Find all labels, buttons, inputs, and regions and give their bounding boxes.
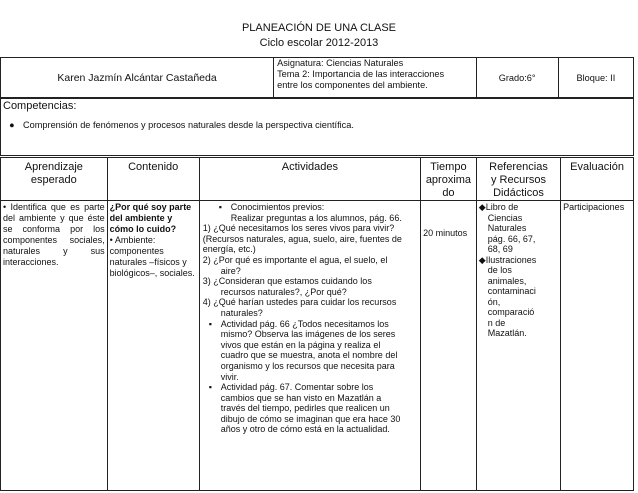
block-cell: Bloque: II — [558, 58, 633, 98]
activity-line: (Recursos naturales, agua, suelo, aire, fuentes de — [202, 233, 402, 244]
header-text: y Recursos — [490, 174, 546, 186]
page-subtitle: Ciclo escolar 2012-2013 — [259, 37, 379, 49]
bullet-icon: ▪ — [208, 318, 212, 329]
competency-item — [1, 120, 633, 130]
header-evaluacion: Evaluación — [561, 158, 634, 201]
activity-line: través del tiempo, pedirles que realicen un — [220, 403, 390, 414]
reference-line: Mazatlán. — [487, 328, 527, 338]
content-question: ¿Por qué soy parte del ambiente y cómo lo cuido? — [109, 202, 192, 234]
reference-line: 68, 69 — [487, 244, 513, 254]
reference-line: ◆Libro de — [478, 202, 519, 212]
reference-line: de los — [487, 265, 512, 275]
activity-line: cuadro que se muestra, anota el nombre del — [220, 350, 398, 361]
grade-cell: Grado:6° — [476, 58, 558, 98]
referencias-cell — [476, 201, 560, 491]
tiempo-cell: 20 minutos — [421, 201, 477, 491]
subject-line: Asignatura: Ciencias Naturales — [277, 58, 404, 68]
reference-line: ón, — [487, 296, 501, 307]
content-bullet: • Ambiente: componentes naturales –físicos y biológicos–, sociales. — [109, 235, 195, 278]
topic-line: Tema 2: Importancia de las interacciones — [277, 69, 445, 79]
reference-line: comparació — [487, 307, 535, 317]
reference-line: ◆Ilustraciones — [478, 254, 537, 265]
activity-line: 2) ¿Por qué es importante el agua, el suelo, el — [202, 254, 388, 265]
actividades-cell — [199, 201, 420, 491]
bullet-icon: ▪ — [218, 202, 222, 212]
reference-line: contaminaci — [487, 286, 536, 296]
reference-line: n de — [487, 317, 506, 328]
header-tiempo — [421, 158, 477, 201]
activity-line: 1) ¿Qué necesitamos los seres vivos para vivir? — [202, 223, 395, 234]
page-title: PLANEACIÓN DE UNA CLASE — [241, 22, 397, 34]
activity-line: aire? — [220, 265, 241, 276]
activity-line: cambios que se han visto en Mazatlán a — [220, 392, 382, 403]
activity-line: ▪ Actividad pág. 66 ¿Todos necesitamos los — [208, 318, 389, 329]
activity-line: vivir. — [220, 371, 239, 382]
header-text: Tiempo — [430, 161, 467, 173]
activity-line: 3) ¿Consideran que estamos cuidando los — [202, 276, 372, 287]
planning-table — [0, 157, 634, 491]
header-aprendizaje — [1, 158, 108, 201]
reference-line: animales, — [487, 275, 527, 286]
header-actividades: Actividades — [199, 158, 420, 201]
header-table — [0, 57, 634, 98]
bullet-icon: ▪ — [208, 382, 212, 393]
topic-line-2: entre los componentes del ambiente. — [277, 80, 428, 90]
competency-text: Comprensión de fenómenos y procesos naturales desde la perspectiva científica. — [23, 120, 354, 130]
header-text: Referencias — [489, 161, 548, 173]
activity-line: recursos naturales?, ¿Por qué? — [220, 286, 347, 297]
header-text: Didácticos — [493, 187, 544, 199]
aprendizaje-cell: • Identifica que es parte del ambiente y que éste se conforma por los componentes sociales, naturales y sus interacciones. — [1, 201, 108, 491]
evaluacion-cell: Participaciones — [561, 201, 634, 491]
competencies-label: Competencias: — [3, 100, 77, 112]
activity-line: 4) ¿Qué harían ustedes para cuidar los recursos — [202, 297, 397, 308]
header-text: do — [442, 187, 455, 199]
header-contenido: Contenido — [107, 158, 199, 201]
header-text: esperado — [30, 174, 77, 186]
header-text: aproxima — [425, 174, 472, 186]
header-text: Aprendizaje — [24, 161, 83, 173]
activity-line: energía, etc.) — [202, 244, 256, 255]
contenido-cell — [107, 201, 199, 491]
header-referencias — [476, 158, 560, 201]
subject-cell — [274, 58, 476, 98]
activity-line: vivos que están en la página y realiza el — [220, 339, 381, 350]
reference-line: Naturales — [487, 223, 527, 233]
reference-line: Ciencias — [487, 212, 523, 223]
bullet-icon: ● — [9, 120, 15, 130]
competencies-section — [0, 98, 634, 156]
activity-line: ▪ Actividad pág. 67. Comentar sobre los — [208, 382, 374, 393]
activity-line: mismo? Observa las imágenes de los seres — [220, 329, 396, 340]
activity-line: organismo y los recursos que necesita para — [220, 360, 395, 371]
teacher-name: Karen Jazmín Alcántar Castañeda — [1, 58, 274, 98]
activity-line: naturales? — [220, 307, 263, 318]
activity-line: años y otro de cómo está en la actualidad. — [220, 424, 390, 435]
activity-line: ▪ Conocimientos previos: — [218, 202, 325, 212]
activity-line: dibujo de cómo se imaginan que era hace 30 — [220, 413, 401, 424]
reference-line: pág. 66, 67, — [487, 233, 536, 244]
activity-line: Realizar preguntas a los alumnos, pág. 66. — [230, 212, 402, 223]
